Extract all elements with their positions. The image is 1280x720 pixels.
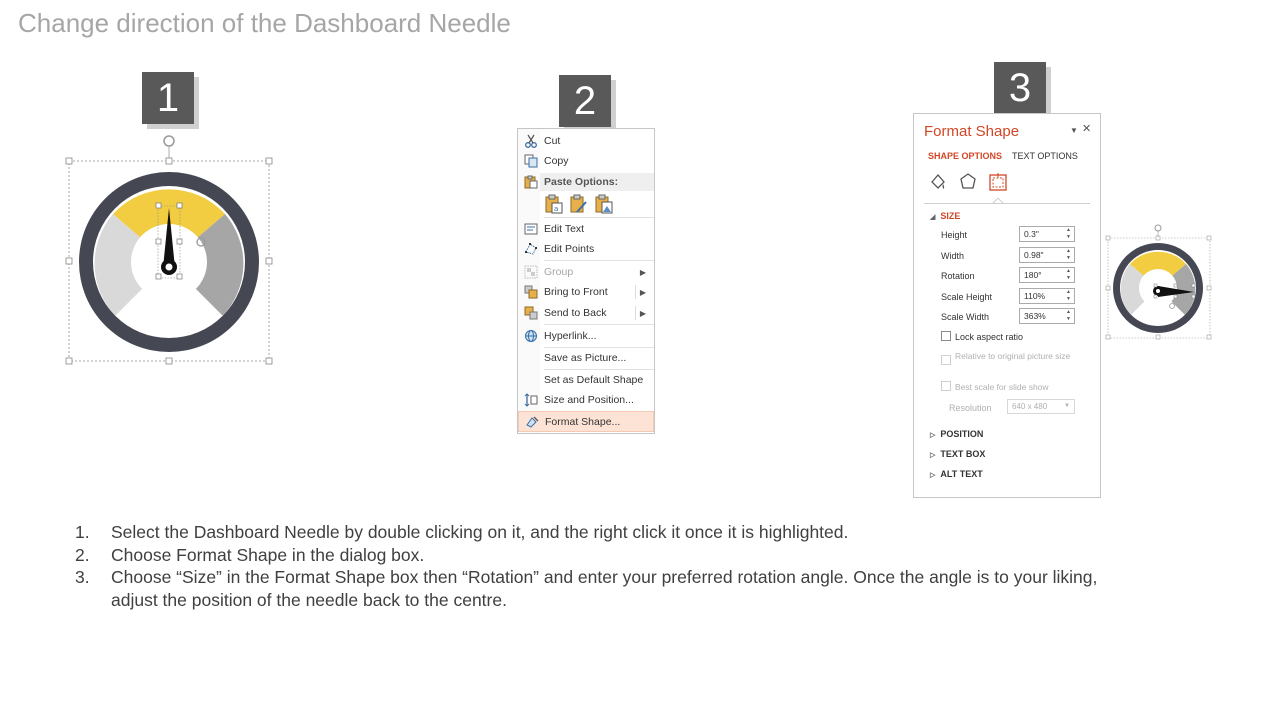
slide-title: Change direction of the Dashboard Needle bbox=[18, 8, 511, 38]
instruction-item bbox=[75, 544, 1135, 567]
menu-item-label: Send to Back bbox=[544, 307, 607, 319]
relative-size-checkbox[interactable] bbox=[941, 355, 951, 365]
step-badge-1: 1 bbox=[142, 72, 194, 124]
instruction-text: Select the Dashboard Needle by double clicking on it, and the right click it once it is highlighted. bbox=[111, 522, 849, 542]
width-input[interactable] bbox=[1019, 247, 1075, 263]
split-divider bbox=[635, 306, 636, 320]
menu-item-bring-to-front[interactable] bbox=[518, 282, 654, 302]
menu-item-copy[interactable] bbox=[518, 151, 654, 171]
close-icon[interactable]: ✕ bbox=[1082, 123, 1092, 135]
height-value: 0.3" bbox=[1024, 229, 1039, 239]
relative-size-label: Relative to original picture size bbox=[955, 351, 1071, 361]
menu-separator bbox=[544, 217, 654, 218]
menu-item-format-shape[interactable] bbox=[518, 411, 654, 432]
menu-item-save-as-picture[interactable] bbox=[518, 348, 654, 368]
spinner-icon[interactable]: ▲ ▼ bbox=[1066, 309, 1071, 322]
rotate-handle-icon[interactable] bbox=[1155, 225, 1161, 237]
section-alt-text[interactable] bbox=[930, 469, 983, 479]
edit-text-icon bbox=[518, 219, 544, 239]
scale-width-input[interactable] bbox=[1019, 308, 1075, 324]
menu-item-size-and-position[interactable] bbox=[518, 390, 654, 410]
height-label: Height bbox=[941, 230, 968, 240]
menu-separator bbox=[544, 260, 654, 261]
menu-item-cut[interactable] bbox=[518, 131, 654, 151]
scale-width-label: Scale Width bbox=[941, 312, 990, 322]
spinner-icon[interactable]: ▲ ▼ bbox=[1066, 248, 1071, 261]
format-shape-pane bbox=[913, 113, 1101, 498]
best-scale-label: Best scale for slide show bbox=[955, 382, 1049, 392]
resolution-dropdown[interactable] bbox=[1007, 399, 1075, 414]
spinner-icon[interactable]: ▲ ▼ bbox=[1066, 227, 1071, 240]
split-divider bbox=[635, 285, 636, 299]
paste-option-buttons bbox=[544, 194, 619, 216]
collapse-triangle-icon: ◢ bbox=[930, 214, 936, 221]
menu-item-label: Group bbox=[544, 266, 574, 278]
instruction-item bbox=[75, 521, 1135, 544]
submenu-arrow-icon[interactable]: ▶ bbox=[639, 287, 646, 297]
resolution-label: Resolution bbox=[949, 403, 992, 413]
menu-item-hyperlink[interactable] bbox=[518, 326, 654, 346]
menu-item-group[interactable] bbox=[518, 262, 654, 282]
send-to-back-icon bbox=[518, 303, 544, 323]
section-label: ALT TEXT bbox=[940, 469, 983, 479]
resolution-value: 640 x 480 bbox=[1012, 402, 1048, 411]
pane-divider bbox=[924, 203, 1090, 204]
pane-title: Format Shape bbox=[924, 123, 1020, 140]
menu-item-label: Edit Points bbox=[544, 243, 595, 255]
scale-height-value: 110% bbox=[1024, 291, 1046, 301]
menu-item-label: Set as Default Shape bbox=[544, 374, 644, 386]
instructions-list bbox=[75, 521, 1135, 611]
step-badge-3: 3 bbox=[994, 62, 1046, 114]
copy-icon bbox=[518, 151, 544, 171]
paste-options-header: Paste Options: bbox=[540, 173, 654, 191]
menu-item-label: Format Shape... bbox=[545, 415, 621, 428]
rotation-value: 180° bbox=[1024, 270, 1042, 280]
scale-height-label: Scale Height bbox=[941, 292, 993, 302]
svg-text:a: a bbox=[554, 204, 559, 213]
menu-item-edit-text[interactable] bbox=[518, 219, 654, 239]
instruction-item bbox=[75, 566, 1135, 611]
fill-line-icon[interactable] bbox=[928, 172, 948, 192]
submenu-arrow-icon: ▶ bbox=[639, 267, 646, 277]
height-input[interactable] bbox=[1019, 226, 1075, 242]
rotation-label: Rotation bbox=[941, 271, 975, 281]
dashboard-gauge-selected[interactable] bbox=[65, 130, 275, 365]
scale-width-value: 363% bbox=[1024, 311, 1046, 321]
edit-points-icon bbox=[518, 239, 544, 259]
spinner-icon[interactable]: ▲ ▼ bbox=[1066, 289, 1071, 302]
format-shape-icon bbox=[519, 412, 545, 432]
scissors-icon bbox=[518, 131, 544, 151]
size-properties-icon[interactable] bbox=[988, 172, 1008, 192]
paste-destination-icon[interactable] bbox=[569, 194, 589, 217]
menu-item-set-default-shape[interactable] bbox=[518, 370, 654, 390]
expand-triangle-icon: ▷ bbox=[930, 472, 936, 479]
step-badge-2: 2 bbox=[559, 75, 611, 127]
menu-item-label: Edit Text bbox=[544, 223, 585, 235]
submenu-arrow-icon[interactable]: ▶ bbox=[639, 308, 646, 318]
section-label: POSITION bbox=[940, 429, 984, 439]
chevron-down-icon: ▼ bbox=[1064, 403, 1070, 409]
instruction-number: 2. bbox=[75, 544, 90, 565]
instruction-number: 3. bbox=[75, 567, 90, 588]
paste-keep-source-icon[interactable] bbox=[544, 194, 564, 217]
expand-triangle-icon: ▷ bbox=[930, 452, 936, 459]
hyperlink-icon bbox=[518, 326, 544, 346]
menu-item-label: Copy bbox=[544, 155, 569, 167]
dashboard-gauge-rotated[interactable] bbox=[1104, 222, 1216, 344]
lock-aspect-checkbox[interactable] bbox=[941, 331, 951, 341]
instruction-number: 1. bbox=[75, 522, 90, 542]
effects-icon[interactable] bbox=[958, 172, 978, 192]
paste-picture-icon[interactable] bbox=[594, 194, 614, 217]
instruction-text: Choose “Size” in the Format Shape box then “Rotation” and enter your preferred rotation angle. Once the angle is to your liking, adjust the position of the needle back to the centre. bbox=[111, 567, 1098, 610]
menu-item-label: Hyperlink... bbox=[544, 330, 597, 342]
bring-to-front-icon bbox=[518, 282, 544, 302]
width-label: Width bbox=[941, 251, 965, 261]
scale-height-input[interactable] bbox=[1019, 288, 1075, 304]
tab-shape-options[interactable]: SHAPE OPTIONS bbox=[928, 151, 1003, 161]
section-position[interactable] bbox=[930, 429, 983, 439]
menu-item-edit-points[interactable] bbox=[518, 239, 654, 259]
section-label: SIZE bbox=[940, 211, 961, 221]
menu-separator bbox=[544, 324, 654, 325]
section-text-box[interactable] bbox=[930, 449, 985, 459]
size-position-icon bbox=[518, 390, 544, 410]
rotation-input[interactable] bbox=[1019, 267, 1075, 283]
menu-item-label: Save as Picture... bbox=[544, 352, 627, 364]
best-scale-checkbox[interactable] bbox=[941, 381, 951, 391]
section-label: TEXT BOX bbox=[940, 449, 986, 459]
menu-item-label: Bring to Front bbox=[544, 286, 608, 298]
instruction-text: Choose Format Shape in the dialog box. bbox=[111, 544, 425, 565]
rotate-handle-icon[interactable] bbox=[164, 136, 174, 158]
menu-item-send-to-back[interactable] bbox=[518, 303, 654, 323]
pane-options-dropdown-icon[interactable]: ▼ bbox=[1070, 126, 1078, 135]
width-value: 0.98" bbox=[1024, 250, 1044, 260]
tab-text-options[interactable]: TEXT OPTIONS bbox=[1012, 151, 1078, 161]
lock-aspect-label: Lock aspect ratio bbox=[955, 332, 1024, 342]
section-size[interactable] bbox=[930, 211, 960, 221]
menu-item-label: Cut bbox=[544, 135, 561, 147]
spinner-icon[interactable]: ▲ ▼ bbox=[1066, 268, 1071, 281]
menu-item-label: Size and Position... bbox=[544, 394, 634, 406]
context-menu bbox=[517, 128, 655, 434]
expand-triangle-icon: ▷ bbox=[930, 432, 936, 439]
group-icon bbox=[518, 262, 544, 282]
